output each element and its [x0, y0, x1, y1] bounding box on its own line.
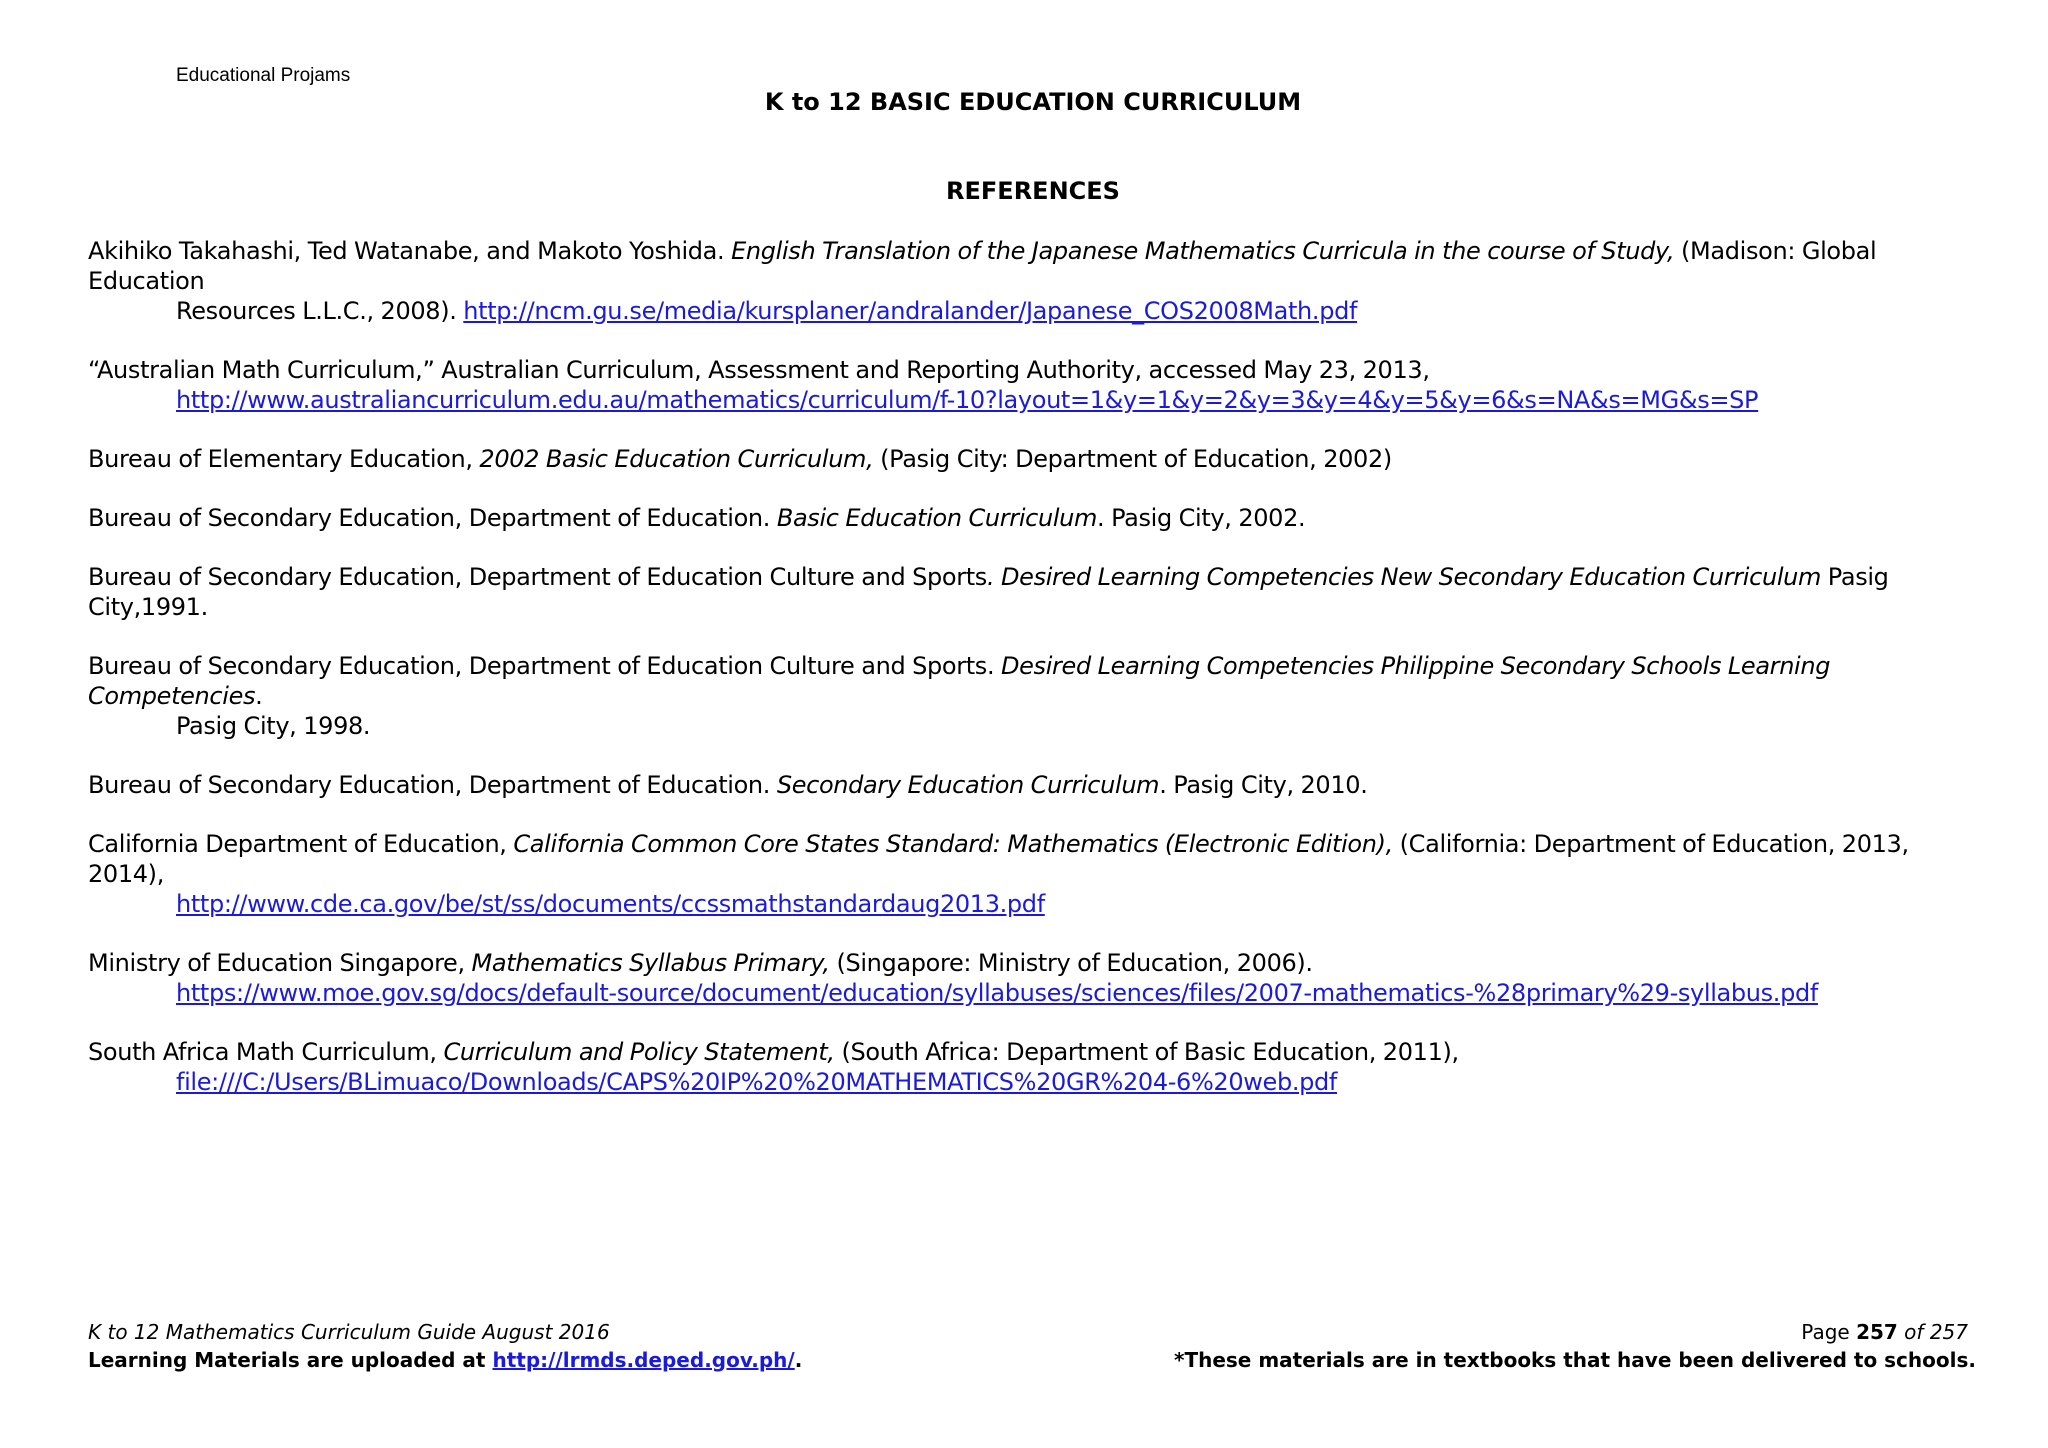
reference-item [88, 1037, 1988, 1097]
reference-text: . Pasig City, 2010. [1159, 771, 1368, 799]
footer-note: *These materials are in textbooks that have been delivered to schools. [1174, 1348, 1976, 1372]
reference-text: Akihiko Takahashi, Ted Watanabe, and Makoto Yoshida. [88, 237, 732, 265]
reference-title: Curriculum and Policy Statement, [443, 1038, 835, 1066]
reference-continuation [88, 296, 1988, 326]
reference-continuation [88, 1067, 1988, 1097]
reference-link[interactable]: file:///C:/Users/BLimuaco/Downloads/CAPS%20IP%20%20MATHEMATICS%20GR%204-6%20web.pdf [176, 1068, 1337, 1096]
reference-text: Resources L.L.C., 2008). [176, 297, 464, 325]
reference-text: Bureau of Secondary Education, Department of Education. [88, 771, 777, 799]
reference-item [88, 503, 1988, 533]
page-number [1801, 1320, 1968, 1344]
reference-text: (Pasig City: Department of Education, 2002) [873, 445, 1392, 473]
footer-upload-text: Learning Materials are uploaded at [88, 1348, 493, 1372]
reference-item [88, 829, 1988, 919]
page-current: 257 [1856, 1320, 1898, 1344]
footer-upload-suffix: . [794, 1348, 803, 1372]
reference-title: Mathematics Syllabus Primary, [471, 949, 830, 977]
reference-continuation [88, 889, 1988, 919]
reference-title: English Translation of the Japanese Mathematics Curricula in the course of Study, [731, 237, 1675, 265]
page-total: of 257 [1897, 1320, 1968, 1344]
reference-link[interactable]: http://ncm.gu.se/media/kursplaner/andralander/Japanese_COS2008Math.pdf [463, 297, 1358, 325]
reference-title: 2002 Basic Education Curriculum, [479, 445, 874, 473]
reference-title: Basic Education Curriculum [776, 504, 1098, 532]
reference-continuation [88, 385, 1988, 415]
reference-title: Secondary Education Curriculum [776, 771, 1160, 799]
reference-text: . Pasig City, 2002. [1097, 504, 1306, 532]
reference-text: Pasig City,1991. [88, 563, 1889, 621]
reference-continuation [88, 978, 1988, 1008]
reference-text: . [255, 682, 263, 710]
footer-upload-line [88, 1348, 802, 1372]
footer-guide-title: K to 12 Mathematics Curriculum Guide August 2016 [88, 1320, 610, 1344]
reference-continuation [88, 711, 1988, 741]
reference-text: “Australian Math Curriculum,” Australian Curriculum, Assessment and Reporting Authority, accessed May 23, 2013, [88, 356, 1430, 384]
reference-item [88, 770, 1988, 800]
reference-title: . Desired Learning Competencies New Secondary Education Curriculum [986, 563, 1822, 591]
reference-link[interactable]: http://www.australiancurriculum.edu.au/mathematics/curriculum/f-10?layout=1&y=1&y=2&y=3&y=4&y=5&y=6&s=NA&s=MG&s=SP [176, 386, 1759, 414]
reference-text: (South Africa: Department of Basic Education, 2011), [834, 1038, 1459, 1066]
reference-item [88, 948, 1988, 1008]
section-title: REFERENCES [946, 177, 1120, 205]
reference-text: Bureau of Secondary Education, Department of Education Culture and Sports [88, 563, 987, 591]
reference-item [88, 236, 1988, 326]
page-title: K to 12 BASIC EDUCATION CURRICULUM [764, 88, 1302, 116]
reference-text: (California: Department of Education, 2013, 2014), [88, 830, 1909, 888]
reference-text: California Department of Education, [88, 830, 514, 858]
reference-text: South Africa Math Curriculum, [88, 1038, 444, 1066]
reference-item [88, 562, 1988, 622]
reference-item [88, 355, 1988, 415]
reference-text: Bureau of Secondary Education, Department of Education Culture and Sports. [88, 652, 1002, 680]
reference-item [88, 444, 1988, 474]
reference-text: (Madison: Global Education [88, 237, 1877, 295]
reference-item [88, 651, 1988, 741]
reference-link[interactable]: http://www.cde.ca.gov/be/st/ss/documents/ccssmathstandardaug2013.pdf [176, 890, 1045, 918]
footer-upload-link[interactable]: http://lrmds.deped.gov.ph/ [492, 1348, 795, 1372]
reference-text: (Singapore: Ministry of Education, 2006). [829, 949, 1313, 977]
reference-title: California Common Core States Standard: Mathematics (Electronic Edition), [513, 830, 1393, 858]
reference-text: Ministry of Education Singapore, [88, 949, 472, 977]
reference-text: Bureau of Elementary Education, [88, 445, 480, 473]
reference-title: Desired Learning Competencies Philippine Secondary Schools Learning Competencies [88, 652, 1831, 710]
reference-link[interactable]: https://www.moe.gov.sg/docs/default-source/document/education/syllabuses/sciences/files/2007-mathematics-%28primary%29-syllabus.pdf [176, 979, 1818, 1007]
page-label: Page [1801, 1320, 1857, 1344]
reference-text: Pasig City, 1998. [176, 712, 371, 740]
reference-list [88, 236, 1988, 1126]
header-left-text: Educational Projams [176, 65, 351, 86]
reference-text: Bureau of Secondary Education, Department of Education. [88, 504, 777, 532]
